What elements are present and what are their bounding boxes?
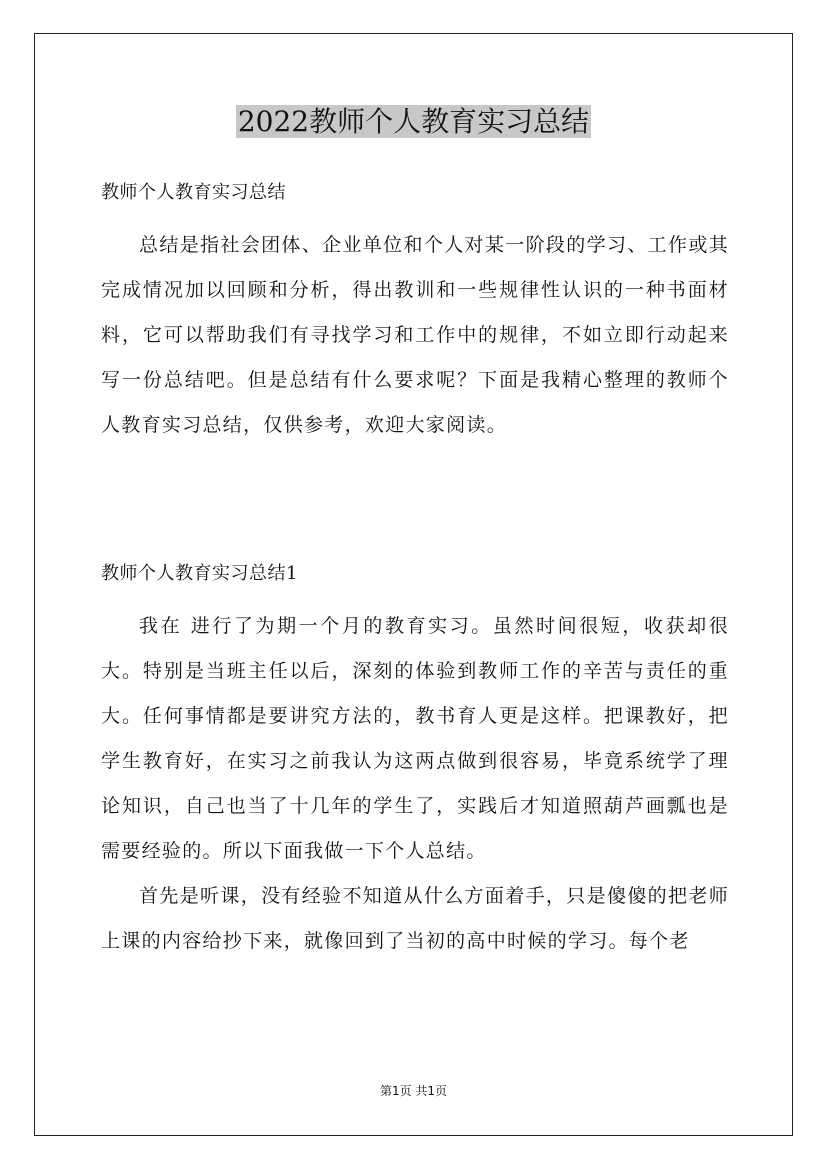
section1-paragraph-1: 我在 进行了为期一个月的教育实习。虽然时间很短，收获却很大。特别是当班主任以后，深刻的体验到教师工作的辛苦与责任的重大。任何事情都是要讲究方法的，教书育人更是这样。把课教好，把学生教育好，在实习之前我认为这两点做到很容易，毕竟系统学了理论知识，自己也当了十几年的学生了，实践后才知道照葫芦画瓢也是需要经验的。所以下面我做一下个人总结。 (101, 615, 729, 862)
document-title: 2022教师个人教育实习总结 (237, 105, 590, 138)
subtitle: 教师个人教育实习总结 (101, 182, 286, 203)
section1-paragraph-2: 首先是听课，没有经验不知道从什么方面着手，只是傻傻的把老师上课的内容给抄下来，就像回到了当初的高中时候的学习。每个老 (101, 885, 729, 952)
section1-block (101, 604, 729, 964)
intro-block (101, 223, 729, 448)
document-title-wrap (0, 100, 827, 144)
intro-paragraph: 总结是指社会团体、企业单位和个人对某一阶段的学习、工作或其完成情况加以回顾和分析，得出教训和一些规律性认识的一种书面材料，它可以帮助我们有寻找学习和工作中的规律，不如立即行动起来写一份总结吧。但是总结有什么要求呢？下面是我精心整理的教师个人教育实习总结，仅供参考，欢迎大家阅读。 (101, 234, 729, 436)
page-footer: 第1页 共1页 (379, 1084, 448, 1098)
section1-heading: 教师个人教育实习总结1 (101, 563, 298, 584)
